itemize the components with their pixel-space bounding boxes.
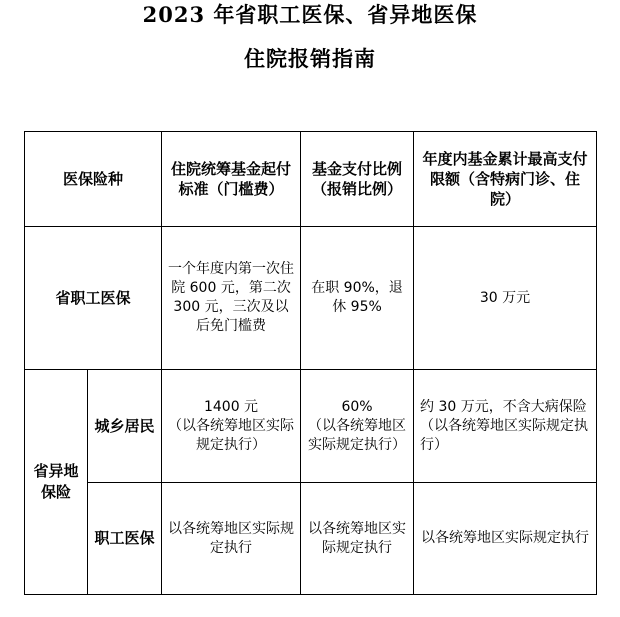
provincial-type: 省职工医保 [25,227,162,370]
header-payment-ratio: 基金支付比例（报销比例） [301,132,414,227]
provincial-threshold: 一个年度内第一次住院 600 元，第二次 300 元，三次及以后免门槛费 [162,227,301,370]
urban-rural-threshold-note: （以各统筹地区实际规定执行） [168,417,295,453]
reimbursement-table [24,131,597,595]
urban-rural-threshold [162,370,301,483]
table-header-row [25,132,597,227]
document-title: 2023 年省职工医保、省异地医保 [142,2,478,27]
provincial-ratio: 在职 90%，退休 95% [301,227,414,370]
employee-threshold: 以各统筹地区实际规定执行 [162,483,301,595]
provincial-limit: 30 万元 [414,227,597,370]
document-subtitle: 住院报销指南 [244,46,376,71]
header-threshold: 住院统筹基金起付标准（门槛费） [162,132,301,227]
table-row-employee [25,483,597,595]
employee-ratio: 以各统筹地区实际规定执行 [301,483,414,595]
table-row-provincial [25,227,597,370]
employee-type: 职工医保 [88,483,162,595]
urban-rural-ratio-note: （以各统筹地区实际规定执行） [308,417,407,453]
header-max-limit: 年度内基金累计最高支付限额（含特病门诊、住院） [414,132,597,227]
remote-group-label: 省异地保险 [25,370,88,595]
employee-limit: 以各统筹地区实际规定执行 [414,483,597,595]
urban-rural-limit: 约 30 万元，不含大病保险（以各统筹地区实际规定执行） [414,370,597,483]
urban-rural-threshold-amount: 1400 元 [203,398,259,415]
urban-rural-type: 城乡居民 [88,370,162,483]
urban-rural-ratio [301,370,414,483]
table-row-urban-rural [25,370,597,483]
urban-rural-ratio-value: 60% [341,398,373,415]
header-insurance-type: 医保险种 [25,132,162,227]
